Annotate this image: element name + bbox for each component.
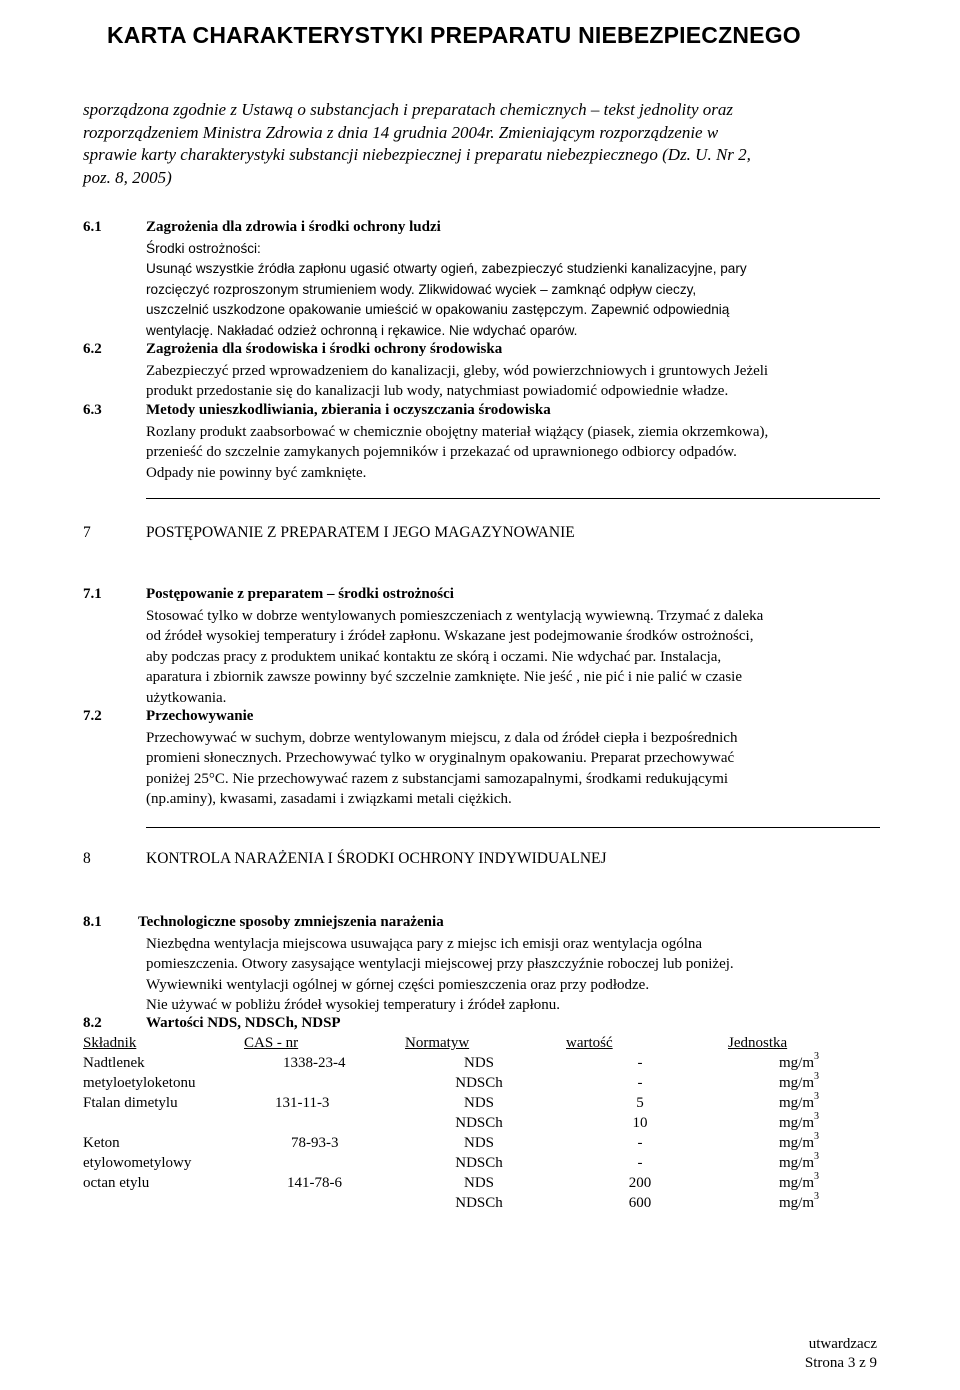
unit-label: mg/m bbox=[779, 1055, 815, 1071]
body-line: Przechowywać w suchym, dobrze wentylowanym miejscu, z dala od źródeł ciepła i bezpośrednich bbox=[146, 730, 738, 746]
unit-exponent: 3 bbox=[814, 1151, 820, 1162]
body-line: aby podczas pracy z produktem unikać kontaktu ze skórą i oczami. Nie wdychać par. Instalacja, bbox=[146, 648, 722, 665]
column-header-component: Składnik bbox=[83, 1035, 137, 1051]
table-cell-standard: NDS bbox=[463, 1055, 494, 1071]
unit-label: mg/m bbox=[779, 1135, 815, 1151]
section-heading: Metody unieszkodliwiania, zbierania i oczyszczania środowiska bbox=[146, 402, 551, 418]
body-line: Rozlany produkt zaabsorbować w chemicznie obojętny materiał wiążący (piasek, ziemia okrzemkowa), bbox=[146, 424, 769, 440]
table-cell-unit bbox=[779, 1071, 820, 1092]
document-title: KARTA CHARAKTERYSTYKI PREPARATU NIEBEZPIECZNEGO bbox=[107, 22, 801, 48]
table-cell-component: metyloetyloketonu bbox=[83, 1075, 196, 1091]
table-cell-component: Ftalan dimetylu bbox=[83, 1095, 178, 1111]
regulation-note-line: poz. 8, 2005) bbox=[83, 167, 172, 187]
unit-label: mg/m bbox=[779, 1075, 815, 1091]
chapter-title: KONTROLA NARAŻENIA I ŚRODKI OCHRONY INDYWIDUALNEJ bbox=[146, 850, 607, 867]
table-cell-cas: 141-78-6 bbox=[287, 1175, 342, 1191]
section-heading: Zagrożenia dla zdrowia i środki ochrony ludzi bbox=[146, 219, 441, 235]
table-cell-standard: NDSCh bbox=[455, 1075, 503, 1091]
section-heading: Zagrożenia dla środowiska i środki ochrony środowiska bbox=[146, 341, 503, 357]
body-line: Zabezpieczyć przed wprowadzeniem do kanalizacji, gleby, wód powierzchniowych i gruntowych Jeżeli bbox=[146, 363, 769, 379]
table-cell-standard: NDS bbox=[463, 1175, 494, 1191]
section-body bbox=[146, 934, 734, 1016]
unit-label: mg/m bbox=[779, 1195, 815, 1211]
table-cell-component: Keton bbox=[83, 1135, 120, 1151]
body-line: użytkowania. bbox=[146, 689, 227, 706]
table-cell-unit bbox=[779, 1091, 820, 1112]
body-line: pomieszczenia. Otwory zasysające wentylacji miejscowej przy płaszczyźnie roboczej lub poniżej. bbox=[146, 956, 734, 973]
body-line: uszczelnić uszkodzone opakowanie umieścić w opakowaniu zastępczym. Zapewnić odpowiednią bbox=[146, 302, 730, 318]
body-line: aparatura i zbiornik zawsze powinny być szczelnie zamknięte. Nie jeść , nie pić i nie palić w czasie bbox=[146, 669, 742, 686]
table-cell-unit bbox=[779, 1171, 820, 1192]
body-line: Usunąć wszystkie źródła zapłonu ugasić otwarty ogień, zabezpieczyć studzienki kanalizacyjne, pary bbox=[146, 261, 747, 277]
divider bbox=[146, 827, 880, 828]
table-cell-standard: NDSCh bbox=[455, 1195, 503, 1211]
unit-label: mg/m bbox=[779, 1155, 815, 1171]
body-line: Środki ostrożności: bbox=[146, 241, 261, 256]
table-cell-standard: NDSCh bbox=[455, 1115, 503, 1131]
body-line: Wywiewniki wentylacji ogólnej w górnej części pomieszczenia oraz przy podłodze. bbox=[146, 976, 650, 993]
table-cell-value: - bbox=[637, 1135, 643, 1151]
table-cell-value: 600 bbox=[628, 1195, 652, 1211]
table-cell-standard: NDS bbox=[463, 1095, 494, 1111]
table-cell-unit bbox=[779, 1131, 820, 1152]
table-cell-cas: 1338-23-4 bbox=[283, 1055, 346, 1071]
regulation-note-line: rozporządzeniem Ministra Zdrowia z dnia 14 grudnia 2004r. Zmieniającym rozporządzenie w bbox=[83, 122, 719, 142]
unit-exponent: 3 bbox=[814, 1131, 820, 1142]
section-number: 8.1 bbox=[83, 914, 102, 930]
unit-exponent: 3 bbox=[814, 1051, 820, 1062]
unit-exponent: 3 bbox=[814, 1111, 820, 1122]
section-number: 8.2 bbox=[83, 1015, 102, 1031]
section-number: 7.1 bbox=[83, 586, 102, 602]
body-line: przenieść do szczelnie zamykanych pojemników i przekazać od uprawnionego odbiorcy odpadów. bbox=[146, 444, 737, 461]
body-line: (np.aminy), kwasami, zasadami i związkami metali ciężkich. bbox=[146, 791, 512, 808]
section-heading: Technologiczne sposoby zmniejszenia narażenia bbox=[138, 914, 444, 930]
table-cell-value: - bbox=[637, 1075, 643, 1091]
body-line: od źródeł wysokiej temperatury i źródeł zapłonu. Wskazane jest podejmowanie środków ostrożności, bbox=[146, 628, 754, 645]
body-line: rozcięczyć rozproszonym strumieniem wody. Zlikwidować wyciek – zamknąć odpływ cieczy, bbox=[146, 281, 697, 297]
section-heading: Postępowanie z preparatem – środki ostrożności bbox=[146, 586, 454, 602]
table-cell-unit bbox=[779, 1051, 820, 1072]
body-line: produkt przedostanie się do kanalizacji lub wody, natychmiast powiadomić odpowiednie władze. bbox=[146, 383, 729, 400]
unit-label: mg/m bbox=[779, 1115, 815, 1131]
section-number: 6.2 bbox=[83, 341, 102, 357]
table-cell-value: - bbox=[637, 1155, 643, 1171]
table-cell-value: 5 bbox=[636, 1095, 644, 1111]
unit-exponent: 3 bbox=[814, 1171, 820, 1182]
body-line: Niezbędna wentylacja miejscowa usuwająca pary z miejsc ich emisji oraz wentylacja ogólna bbox=[146, 936, 703, 952]
section-heading: Wartości NDS, NDSCh, NDSP bbox=[146, 1015, 341, 1031]
table-cell-value: 10 bbox=[632, 1115, 648, 1131]
body-line: Stosować tylko w dobrze wentylowanych pomieszczeniach z wentylacją wywiewną. Trzymać z daleka bbox=[146, 608, 764, 624]
divider bbox=[146, 498, 880, 499]
section-number: 7.2 bbox=[83, 708, 102, 724]
table-cell-cas: 78-93-3 bbox=[291, 1135, 339, 1151]
table-cell-value: - bbox=[637, 1055, 643, 1071]
section-body bbox=[146, 422, 768, 483]
table-cell-cas: 131-11-3 bbox=[275, 1095, 330, 1111]
column-header-cas: CAS - nr bbox=[244, 1035, 299, 1051]
body-line: Odpady nie powinny być zamknięte. bbox=[146, 464, 367, 481]
regulation-note-line: sprawie karty charakterystyki substancji niebezpiecznej i preparatu niebezpiecznego (Dz. U. Nr 2, bbox=[83, 145, 751, 164]
chapter-title: POSTĘPOWANIE Z PREPARATEM I JEGO MAGAZYNOWANIE bbox=[146, 524, 575, 541]
section-body bbox=[146, 728, 737, 810]
section-body bbox=[146, 606, 763, 708]
page-number: Strona 3 z 9 bbox=[804, 1355, 877, 1371]
column-header-value: wartość bbox=[566, 1035, 613, 1051]
chapter-number: 8 bbox=[83, 850, 91, 867]
column-header-unit: Jednostka bbox=[728, 1035, 788, 1051]
body-line: Nie używać w pobliżu źródeł wysokiej temperatury i źródeł zapłonu. bbox=[146, 997, 561, 1014]
table-cell-unit bbox=[779, 1111, 820, 1132]
regulation-note bbox=[83, 99, 883, 189]
table-cell-standard: NDS bbox=[463, 1135, 494, 1151]
footer-author: utwardzacz bbox=[808, 1336, 877, 1352]
table-cell-unit bbox=[779, 1191, 820, 1212]
table-cell-component: etylowometylowy bbox=[83, 1155, 192, 1171]
unit-label: mg/m bbox=[779, 1175, 815, 1191]
table-cell-unit bbox=[779, 1151, 820, 1172]
section-body bbox=[146, 361, 768, 402]
unit-exponent: 3 bbox=[814, 1191, 820, 1202]
body-line: wentylację. Nakładać odzież ochronną i rękawice. Nie wdychać oparów. bbox=[146, 322, 578, 338]
section-body bbox=[146, 239, 747, 341]
table-cell-component: Nadtlenek bbox=[83, 1055, 145, 1071]
section-heading: Przechowywanie bbox=[146, 708, 254, 724]
table-cell-standard: NDSCh bbox=[455, 1155, 503, 1171]
table-cell-component: octan etylu bbox=[83, 1175, 150, 1191]
unit-exponent: 3 bbox=[814, 1071, 820, 1082]
section-number: 6.1 bbox=[83, 219, 102, 235]
unit-label: mg/m bbox=[779, 1095, 815, 1111]
chapter-number: 7 bbox=[83, 524, 91, 541]
body-line: promieni słonecznych. Przechowywać tylko w oryginalnym opakowaniu. Preparat przechowywać bbox=[146, 750, 735, 767]
table-cell-value: 200 bbox=[628, 1175, 652, 1191]
body-line: poniżej 25°C. Nie przechowywać razem z substancjami samozapalnymi, środkami redukującymi bbox=[146, 770, 729, 787]
column-header-standard: Normatyw bbox=[405, 1035, 470, 1051]
section-number: 6.3 bbox=[83, 402, 102, 418]
unit-exponent: 3 bbox=[814, 1091, 820, 1102]
regulation-note-line: sporządzona zgodnie z Ustawą o substancjach i preparatach chemicznych – tekst jednolity oraz bbox=[83, 100, 734, 119]
